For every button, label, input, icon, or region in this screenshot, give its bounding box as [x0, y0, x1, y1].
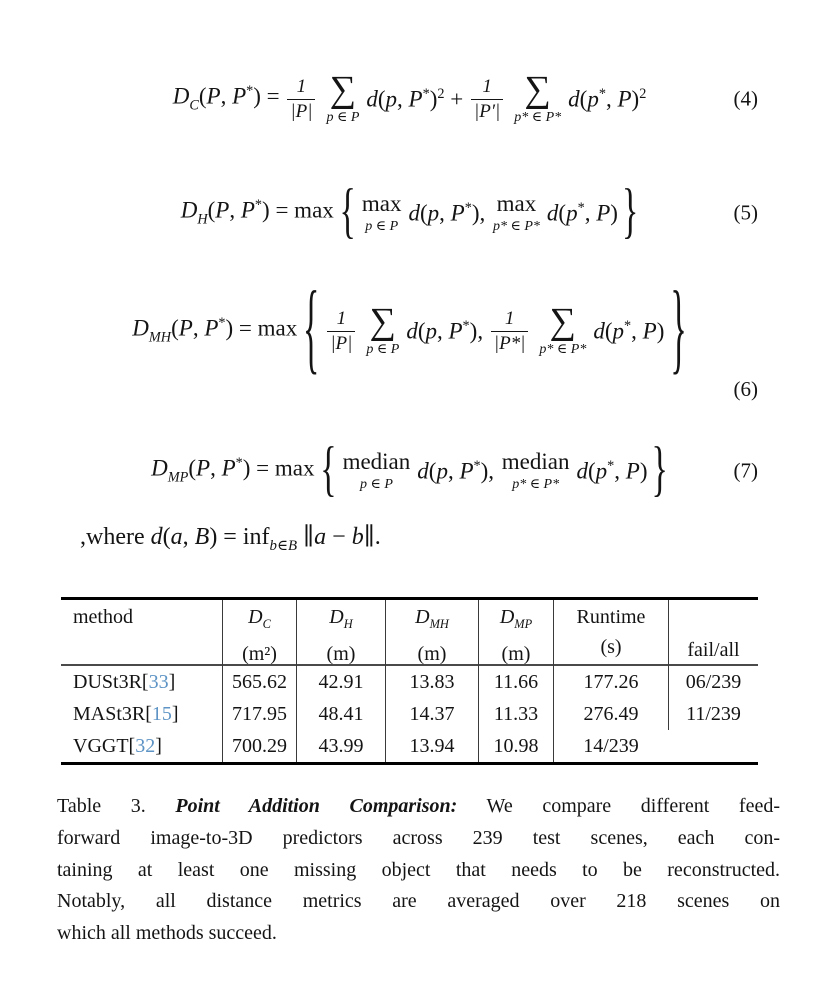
header-cell-dc: $D_C$ (m²) [222, 600, 296, 669]
fraction [287, 76, 315, 123]
math-token: ) = max [262, 198, 340, 224]
math-token: * [464, 199, 472, 216]
math-text [366, 86, 469, 113]
fraction-numerator: 1 [482, 75, 492, 97]
header-cell-method: method [73, 606, 133, 628]
table-cell: 11/239 [668, 698, 758, 730]
math-token: b [351, 524, 364, 550]
math-token: C [189, 97, 199, 114]
math-token: P [204, 316, 219, 342]
math-token: MP [167, 469, 189, 486]
math-token: P [625, 458, 640, 484]
math-token: P [596, 200, 611, 226]
math-token: , [229, 198, 241, 224]
operator-with-limit [343, 450, 411, 492]
math-token: ( [207, 198, 216, 224]
operator-limit: p* ∈ P* [514, 109, 562, 125]
header-cell-dmh: $D_{MH}$ (m) [385, 600, 478, 669]
math-token: d [568, 86, 580, 112]
math-token: ( [428, 458, 437, 484]
equation-number-5: (5) [733, 200, 758, 225]
math-token: ( [417, 318, 426, 344]
table-cell: 276.49 [553, 698, 668, 730]
citation-15[interactable]: 15 [151, 702, 172, 725]
table-cell: 10.98 [478, 730, 553, 762]
math-token: ( [171, 316, 179, 342]
math-text [568, 86, 646, 113]
math-token: ∥. [363, 524, 381, 550]
math-token: B [194, 524, 210, 550]
math-token: ) [639, 458, 648, 484]
table-row-method: VGGT [ 32 ] [73, 734, 162, 757]
math-token: ( [162, 524, 171, 550]
math-token: p [595, 458, 608, 484]
math-token: P [448, 318, 463, 344]
math-token: a [314, 524, 327, 550]
operator-limit: p ∈ P [365, 219, 399, 235]
caption-line: taining at least one missing object that needs to be reconstructed. [57, 858, 780, 881]
operator-with-limit [362, 192, 402, 234]
math-token: d [417, 458, 429, 484]
math-token: ), [471, 200, 491, 226]
table-cell: 14.37 [385, 698, 478, 730]
table-cell: 43.99 [296, 730, 385, 762]
math-token: , [439, 200, 451, 226]
math-token: , [605, 86, 618, 112]
caption-line: forward image-to-3D predictors across 239 test scenes, each con- [57, 826, 780, 849]
equation-4 [61, 52, 758, 146]
math-token: H [197, 211, 208, 228]
operator-limit: p ∈ P [359, 477, 393, 493]
math-token: * [462, 317, 470, 334]
math-token: d [546, 200, 559, 226]
math-token: d [576, 458, 588, 484]
math-token: D [172, 84, 190, 110]
operator-with-limit [493, 192, 540, 234]
results-table [61, 597, 758, 765]
math-token: b∈B [269, 537, 298, 554]
math-token: * [246, 83, 254, 100]
math-token: p [612, 318, 624, 344]
math-token: , [436, 318, 449, 344]
math-text [173, 83, 286, 114]
math-token: ( [604, 318, 613, 344]
table-cell: 14/239 [553, 730, 668, 762]
table-cell: 42.91 [296, 666, 385, 698]
equation-5 [61, 172, 758, 254]
fraction [327, 308, 355, 355]
math-token: * [235, 455, 243, 472]
math-text [80, 524, 381, 554]
math-token: * [218, 315, 226, 332]
table-row-method: DUSt3R [ 33 ] [73, 670, 176, 693]
curly-brace: { [303, 274, 320, 385]
math-text [408, 200, 491, 227]
math-token: ( [579, 86, 588, 112]
math-token: a [170, 524, 183, 550]
math-token: , [447, 458, 460, 484]
math-token: P [240, 198, 255, 224]
math-token: ) = [253, 84, 286, 110]
header-cell-dh: $D_H$ (m) [296, 600, 385, 669]
equation-number-6: (6) [733, 377, 758, 401]
fraction [491, 308, 529, 355]
math-token: d [366, 86, 378, 112]
math-token: p [425, 318, 437, 344]
math-token: MH [148, 329, 172, 346]
table-cell: 565.62 [222, 666, 296, 698]
math-token: d [408, 200, 420, 226]
table-header-row [61, 600, 758, 664]
math-token: p [385, 86, 398, 112]
operator-name: median [342, 448, 411, 474]
header-cell-dmp: $D_{MP}$ (m) [478, 600, 553, 669]
table-caption [57, 791, 780, 950]
equation-6 [61, 268, 758, 401]
summation-operator [366, 301, 400, 357]
math-token: d [593, 318, 605, 344]
fraction-numerator: 1 [296, 75, 307, 97]
math-token: ( [588, 458, 596, 484]
fraction-denominator: |P| [327, 331, 355, 355]
math-text [181, 197, 340, 228]
math-token: P [221, 456, 236, 482]
table-body [61, 666, 758, 762]
math-token: p [436, 458, 448, 484]
math-token: − [326, 524, 352, 550]
table-rule-bottom [61, 762, 758, 765]
sum-icon: ∑ [329, 69, 357, 111]
header-cell-runtime: Runtime (s) [553, 600, 668, 669]
math-token: P [215, 198, 230, 224]
caption-line: Notably, all distance metrics are averaged over 218 scenes on [57, 890, 780, 913]
math-token: ) [631, 86, 640, 112]
math-token: ) [429, 86, 438, 112]
math-token: ( [198, 84, 207, 110]
math-text [547, 200, 618, 227]
math-token: + [444, 86, 470, 112]
math-token: P [232, 84, 247, 110]
math-token: ) = max [242, 456, 321, 482]
math-token: D [132, 316, 149, 342]
summation-operator [326, 69, 360, 125]
caption-line: Table 3. Point Addition Comparison: We compare different feed- [57, 795, 780, 817]
math-text [406, 318, 489, 345]
math-token: P [642, 318, 657, 344]
math-token: * [607, 457, 615, 474]
math-token: P [459, 458, 474, 484]
table-row-method: MASt3R [ 15 ] [73, 702, 179, 725]
math-token: ,where [80, 524, 151, 550]
table-cell: 06/239 [668, 666, 758, 698]
table-cell: 48.41 [296, 698, 385, 730]
equation-7 [61, 432, 758, 510]
operator-limit: p ∈ P [326, 109, 360, 125]
curly-brace: } [621, 178, 639, 246]
operator-with-limit [502, 450, 570, 492]
operator-limit: p ∈ P [366, 341, 400, 357]
math-text [151, 455, 320, 486]
math-token: ) = max [225, 316, 303, 342]
where-definition-line [80, 522, 381, 555]
curly-brace: } [651, 436, 668, 504]
fraction-numerator: 1 [336, 307, 347, 329]
table-cell: 177.26 [553, 666, 668, 698]
table-cell: 700.29 [222, 730, 296, 762]
math-token: P [196, 456, 211, 482]
equation-number-7: (7) [733, 458, 758, 483]
math-token: P [617, 86, 632, 112]
math-token: 2 [437, 85, 445, 102]
math-text [577, 458, 648, 485]
summation-operator [539, 301, 587, 357]
math-token: D [151, 456, 168, 482]
math-text [593, 318, 664, 345]
math-token: p [566, 200, 578, 226]
header-cell-fail-all: fail/all [668, 600, 758, 669]
fraction-numerator: 1 [504, 307, 515, 329]
math-token: ( [377, 86, 386, 112]
table-cell: 11.33 [478, 698, 553, 730]
math-token: ( [558, 200, 567, 226]
math-token: , [182, 524, 195, 550]
math-token: ∥ [297, 524, 315, 550]
operator-limit: p* ∈ P* [539, 341, 587, 357]
math-token: ( [419, 200, 428, 226]
math-token: d [406, 318, 418, 344]
math-token: * [473, 457, 481, 474]
math-text [132, 315, 303, 346]
math-token: , [631, 318, 643, 344]
citation-32[interactable]: 32 [135, 734, 156, 757]
math-token: * [598, 85, 606, 102]
math-token: ) [610, 200, 618, 226]
math-token: P [206, 84, 221, 110]
math-text [417, 458, 500, 485]
summation-operator [514, 69, 562, 125]
fraction-denominator: |P| [287, 99, 315, 123]
sum-icon: ∑ [369, 301, 397, 343]
operator-name: max [361, 190, 402, 216]
curly-brace: } [670, 274, 687, 385]
math-token: , [614, 458, 626, 484]
math-token: , [220, 84, 233, 110]
citation-33[interactable]: 33 [148, 670, 169, 693]
math-token: * [422, 85, 430, 102]
fraction-denominator: |P′| [471, 99, 503, 123]
math-token: ( [188, 456, 196, 482]
math-token: P [408, 86, 423, 112]
math-token: p [587, 86, 599, 112]
caption-line: which all methods succeed. [57, 922, 277, 945]
math-token: D [180, 198, 198, 224]
math-token: * [254, 197, 263, 214]
math-token: , [397, 86, 409, 112]
operator-limit: p* ∈ P* [493, 219, 540, 235]
math-token: ), [469, 318, 489, 344]
math-token: 2 [639, 85, 647, 102]
math-token: ) = inf [209, 524, 270, 550]
operator-name: max [496, 190, 537, 216]
operator-name: median [501, 448, 570, 474]
fraction [471, 76, 503, 123]
table-cell: 13.83 [385, 666, 478, 698]
math-token: , [584, 200, 597, 226]
math-token: p [427, 200, 440, 226]
math-token: ) [656, 318, 665, 344]
sum-icon: ∑ [524, 69, 551, 111]
table-cell: 717.95 [222, 698, 296, 730]
operator-limit: p* ∈ P* [512, 477, 560, 493]
sum-icon: ∑ [549, 301, 577, 343]
table-cell: 11.66 [478, 666, 553, 698]
caption-title: Point Addition Comparison: [175, 795, 458, 817]
math-token: P [450, 200, 465, 226]
fraction-denominator: |P*| [491, 331, 529, 355]
math-token: d [150, 524, 163, 550]
curly-brace: { [339, 178, 356, 246]
math-token: ), [480, 458, 500, 484]
math-token: , [210, 456, 222, 482]
curly-brace: { [320, 436, 337, 504]
table-cell: 13.94 [385, 730, 478, 762]
math-token: * [624, 317, 632, 334]
math-token: , [192, 316, 205, 342]
equation-number-4: (4) [733, 86, 758, 111]
math-token: P [178, 316, 193, 342]
math-token: * [577, 199, 585, 216]
